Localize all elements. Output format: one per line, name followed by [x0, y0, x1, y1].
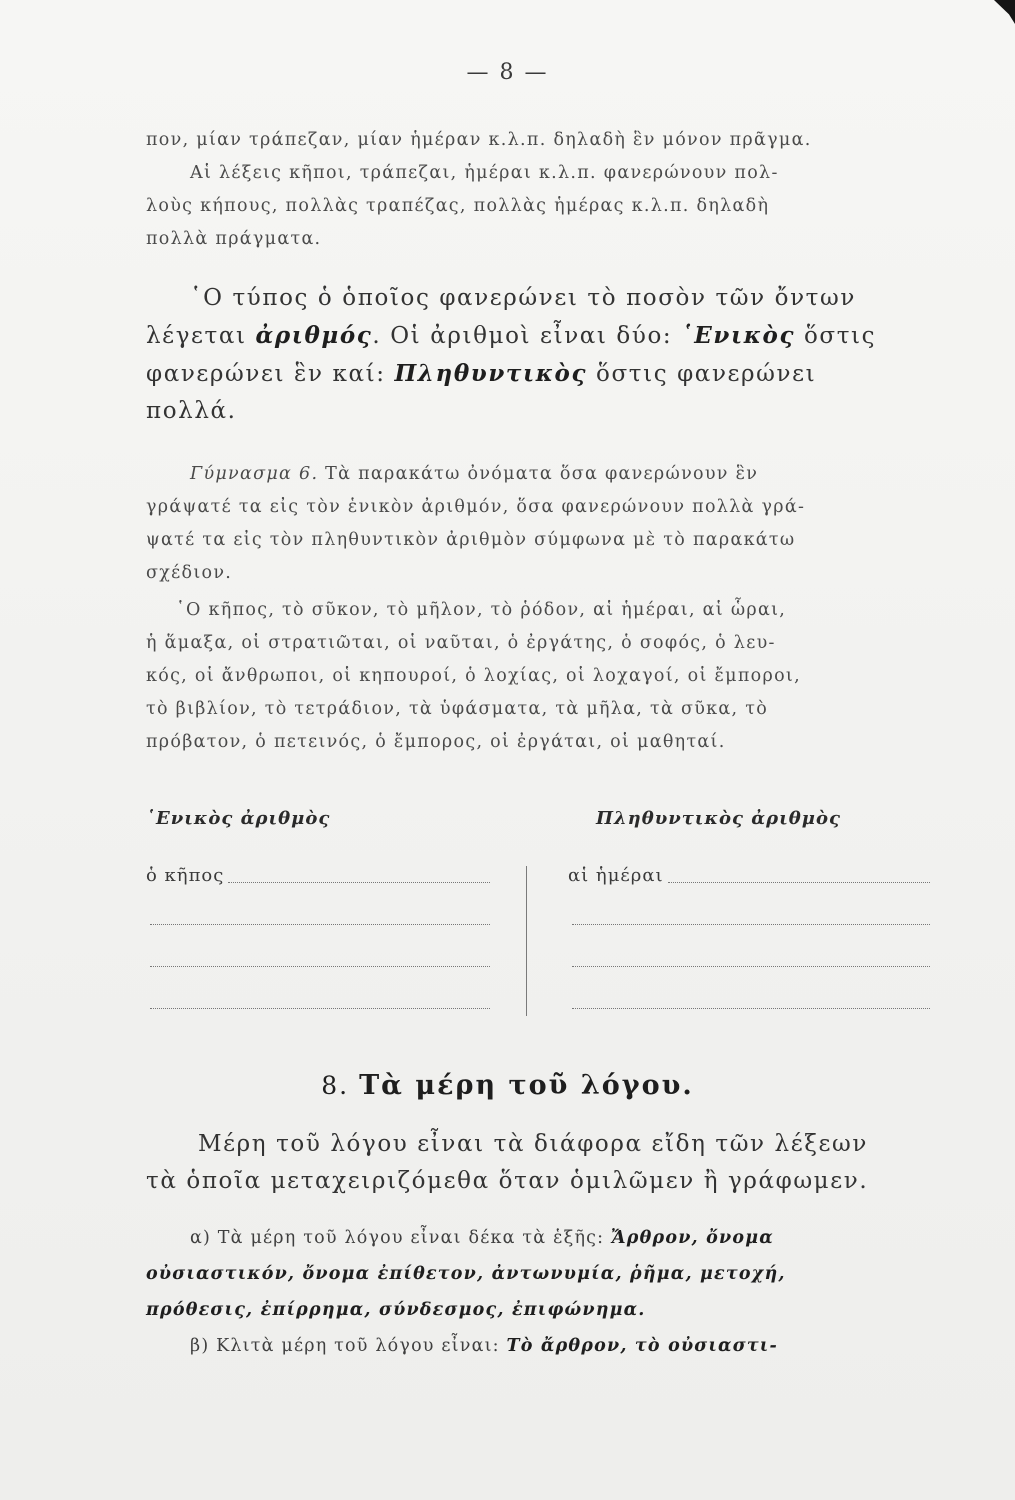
intro-line: Αἱ λέξεις κῆποι, τράπεζαι, ἡμέραι κ.λ.π. φανερώνουν πολ- — [190, 163, 779, 183]
parts-of-speech-line: οὐσιαστικόν, ὄνομα ἐπίθετον, ἀντωνυμία, ῥῆμα, μετοχή, — [146, 1264, 786, 1284]
column-divider — [526, 866, 527, 1016]
section-number: 8. — [321, 1071, 350, 1100]
page-corner-shadow — [985, 0, 1015, 24]
text: . Οἱ ἀριθμοὶ εἶναι δύο: — [372, 323, 682, 349]
section-title: Τὰ μέρη τοῦ λόγου. — [359, 1070, 694, 1101]
section-line: τὰ ὁποῖα μεταχειριζόμεθα ὅταν ὁμιλῶμεν ἢ γράφωμεν. — [146, 1168, 869, 1194]
inflected-parts: Τὸ ἄρθρον, τὸ οὐσιαστι- — [506, 1336, 778, 1356]
word-list-line: ἡ ἅμαξα, οἱ στρατιῶται, οἱ ναῦται, ὁ ἐργάτης, ὁ σοφός, ὁ λευ- — [146, 633, 776, 653]
section-list — [146, 1220, 932, 1364]
word-list-line: πρόβατον, ὁ πετεινός, ὁ ἔμπορος, οἱ ἐργάται, οἱ μαθηταί. — [146, 732, 726, 752]
definition-line: πολλά. — [146, 398, 237, 424]
exercise-table — [146, 808, 932, 1018]
definition-line — [146, 317, 932, 355]
definition-paragraph — [146, 280, 932, 430]
exercise-line — [146, 458, 932, 491]
exercise-instructions — [146, 458, 932, 590]
intro-line: πολλὰ πράγματα. — [146, 229, 322, 249]
singular-fill-row[interactable] — [146, 866, 490, 886]
word-list-line: τὸ βιβλίον, τὸ τετράδιον, τὰ ὑφάσματα, τὰ μῆλα, τὰ σῦκα, τὸ — [146, 699, 769, 719]
text: α) Τὰ μέρη τοῦ λόγου εἶναι δέκα τὰ ἑξῆς: — [190, 1228, 612, 1248]
text: β) Κλιτὰ μέρη τοῦ λόγου εἶναι: — [190, 1336, 507, 1356]
exercise-line: σχέδιον. — [146, 563, 233, 583]
term-enikos: ῾Ενικὸς — [681, 322, 796, 349]
plural-fill-row[interactable] — [568, 908, 930, 928]
list-item-b — [146, 1328, 932, 1364]
section-line: Μέρη τοῦ λόγου εἶναι τὰ διάφορα εἴδη τῶν λέξεων — [198, 1131, 868, 1157]
singular-column-header: ῾Ενικὸς ἀριθμὸς — [146, 808, 331, 829]
text: φανερώνει ἓν καί: — [146, 361, 395, 387]
list-item-a — [146, 1220, 932, 1256]
definition-line: ῾Ο τύπος ὁ ὁποῖος φανερώνει τὸ ποσὸν τῶν ὄντων — [190, 285, 856, 311]
intro-line: λοὺς κήπους, πολλὰς τραπέζας, πολλὰς ἡμέρας κ.λ.π. δηλαδὴ — [146, 196, 770, 216]
section-heading — [0, 1070, 1015, 1101]
exercise-line: γράψατέ τα εἰς τὸν ἑνικὸν ἀριθμόν, ὅσα φανερώνουν πολλὰ γρά- — [146, 497, 806, 517]
text: ὅστις φανερώνει — [587, 361, 817, 387]
intro-paragraph — [146, 124, 932, 256]
singular-fill-row[interactable] — [146, 992, 490, 1012]
exercise-line: ψατέ τα εἰς τὸν πληθυντικὸν ἀριθμὸν σύμφωνα μὲ τὸ παρακάτω — [146, 530, 796, 550]
dotted-line — [150, 924, 490, 925]
dotted-line — [572, 924, 930, 925]
exercise-word-list — [146, 594, 932, 759]
parts-of-speech-line: πρόθεσις, ἐπίρρημα, σύνδεσμος, ἐπιφώνημα. — [146, 1300, 646, 1320]
parts-of-speech: Ἄρθρον, ὄνομα — [611, 1228, 774, 1248]
text: λέγεται — [146, 323, 256, 349]
singular-example: ὁ κῆπος — [146, 865, 225, 886]
exercise-label: Γύμνασμα 6. — [190, 464, 319, 484]
text: ὅστις — [795, 323, 877, 349]
section-intro — [146, 1126, 932, 1200]
term-arithmos: ἀριθμός — [255, 322, 373, 349]
singular-fill-row[interactable] — [146, 908, 490, 928]
text: Τὰ παρακάτω ὀνόματα ὅσα φανερώνουν ἓν — [318, 464, 759, 484]
plural-fill-row[interactable] — [568, 992, 930, 1012]
plural-column-header: Πληθυντικὸς ἀριθμὸς — [596, 808, 841, 829]
singular-fill-row[interactable] — [146, 950, 490, 970]
dotted-line — [668, 882, 930, 883]
plural-fill-row[interactable] — [568, 950, 930, 970]
word-list-line: ῾Ο κῆπος, τὸ σῦκον, τὸ μῆλον, τὸ ῥόδον, αἱ ἡμέραι, αἱ ὧραι, — [176, 600, 787, 620]
plural-fill-row[interactable] — [568, 866, 930, 886]
definition-line — [146, 355, 932, 393]
plural-example: αἱ ἡμέραι — [568, 865, 664, 886]
dotted-line — [150, 966, 490, 967]
term-plithyntikos: Πληθυντικὸς — [394, 360, 588, 387]
dotted-line — [228, 882, 490, 883]
page-number: — 8 — — [466, 60, 549, 85]
word-list-line: κός, οἱ ἄνθρωποι, οἱ κηπουροί, ὁ λοχίας, οἱ λοχαγοί, οἱ ἔμποροι, — [146, 666, 801, 686]
dotted-line — [572, 966, 930, 967]
dotted-line — [150, 1008, 490, 1009]
dotted-line — [572, 1008, 930, 1009]
intro-line: πον, μίαν τράπεζαν, μίαν ἡμέραν κ.λ.π. δηλαδὴ ἓν μόνον πρᾶγμα. — [146, 130, 812, 150]
